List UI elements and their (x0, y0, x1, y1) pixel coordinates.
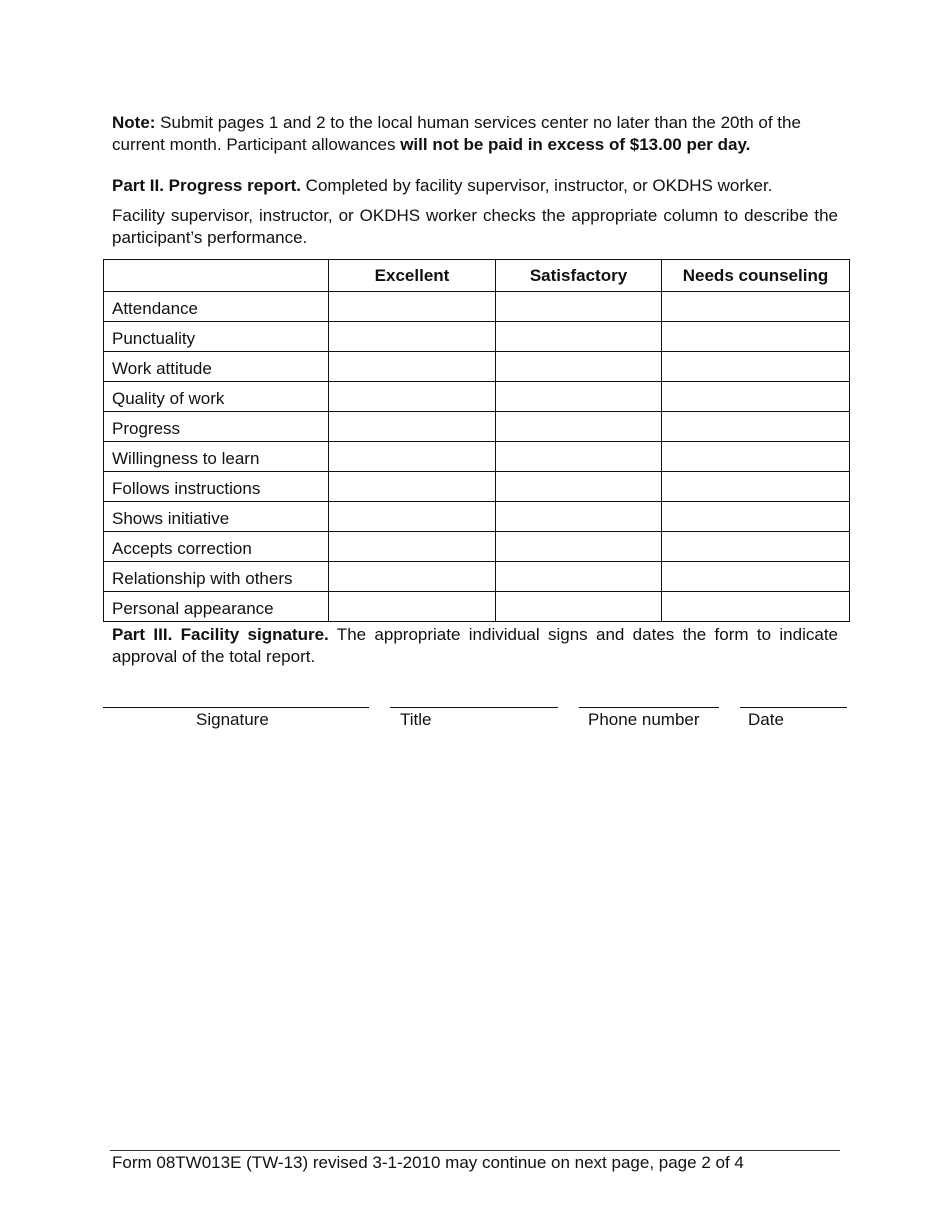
excellent-checkbox-cell[interactable] (329, 502, 496, 532)
needs-counseling-checkbox-cell[interactable] (662, 322, 850, 352)
title-label: Title (400, 710, 432, 729)
table-row (104, 292, 850, 322)
table-row (104, 442, 850, 472)
part3-paragraph (112, 624, 838, 668)
row-label: Attendance (104, 292, 329, 322)
row-label: Punctuality (104, 322, 329, 352)
excellent-checkbox-cell[interactable] (329, 472, 496, 502)
needs-counseling-checkbox-cell[interactable] (662, 352, 850, 382)
excellent-checkbox-cell[interactable] (329, 562, 496, 592)
row-label: Work attitude (104, 352, 329, 382)
needs-counseling-checkbox-cell[interactable] (662, 442, 850, 472)
date-label: Date (748, 710, 784, 729)
satisfactory-checkbox-cell[interactable] (496, 292, 662, 322)
row-label: Willingness to learn (104, 442, 329, 472)
excellent-checkbox-cell[interactable] (329, 352, 496, 382)
table-row (104, 352, 850, 382)
form-footer: Form 08TW013E (TW-13) revised 3-1-2010 may continue on next page, page 2 of 4 (112, 1153, 744, 1172)
note-bold-text: will not be paid in excess of $13.00 per day. (400, 135, 751, 154)
satisfactory-checkbox-cell[interactable] (496, 472, 662, 502)
footer-divider (110, 1150, 840, 1151)
part2-heading-paragraph (112, 175, 838, 197)
table-row (104, 382, 850, 412)
table-row (104, 412, 850, 442)
needs-counseling-checkbox-cell[interactable] (662, 562, 850, 592)
table-header-row (104, 260, 850, 292)
excellent-checkbox-cell[interactable] (329, 442, 496, 472)
table-row (104, 562, 850, 592)
needs-counseling-checkbox-cell[interactable] (662, 472, 850, 502)
excellent-checkbox-cell[interactable] (329, 292, 496, 322)
row-label: Personal appearance (104, 592, 329, 622)
column-header-excellent: Excellent (329, 260, 496, 292)
satisfactory-checkbox-cell[interactable] (496, 412, 662, 442)
signature-label: Signature (196, 710, 269, 729)
satisfactory-checkbox-cell[interactable] (496, 502, 662, 532)
row-label: Follows instructions (104, 472, 329, 502)
phone-number-label: Phone number (588, 710, 700, 729)
table-row (104, 322, 850, 352)
signature-line[interactable] (103, 707, 369, 708)
needs-counseling-checkbox-cell[interactable] (662, 382, 850, 412)
satisfactory-checkbox-cell[interactable] (496, 562, 662, 592)
date-line[interactable] (740, 707, 847, 708)
needs-counseling-checkbox-cell[interactable] (662, 532, 850, 562)
needs-counseling-checkbox-cell[interactable] (662, 502, 850, 532)
row-label: Accepts correction (104, 532, 329, 562)
part2-heading: Part II. Progress report. (112, 176, 301, 195)
satisfactory-checkbox-cell[interactable] (496, 382, 662, 412)
excellent-checkbox-cell[interactable] (329, 532, 496, 562)
progress-report-table (103, 259, 850, 622)
satisfactory-checkbox-cell[interactable] (496, 322, 662, 352)
excellent-checkbox-cell[interactable] (329, 382, 496, 412)
satisfactory-checkbox-cell[interactable] (496, 532, 662, 562)
part3-heading: Part III. Facility signature. (112, 625, 329, 644)
table-row (104, 532, 850, 562)
phone-number-line[interactable] (579, 707, 719, 708)
row-label: Relationship with others (104, 562, 329, 592)
table-row (104, 592, 850, 622)
note-label: Note: (112, 113, 156, 132)
table-row (104, 472, 850, 502)
part2-subtitle: Completed by facility supervisor, instructor, or OKDHS worker. (300, 176, 773, 195)
note-text: Submit pages 1 and 2 to the local human services center no later than the 20th of the current month. Participant allowances (112, 113, 801, 154)
needs-counseling-checkbox-cell[interactable] (662, 292, 850, 322)
part2-instructions: Facility supervisor, instructor, or OKDHS worker checks the appropriate column to describe the participant’s performance. (112, 206, 838, 247)
row-label: Shows initiative (104, 502, 329, 532)
part3-text: The appropriate individual signs and dates the form to indicate approval of the total report. (112, 625, 838, 666)
row-label: Quality of work (104, 382, 329, 412)
excellent-checkbox-cell[interactable] (329, 322, 496, 352)
note-paragraph (112, 112, 838, 156)
column-header-blank (104, 260, 329, 292)
satisfactory-checkbox-cell[interactable] (496, 592, 662, 622)
needs-counseling-checkbox-cell[interactable] (662, 412, 850, 442)
excellent-checkbox-cell[interactable] (329, 592, 496, 622)
title-line[interactable] (390, 707, 558, 708)
table-body (104, 292, 850, 622)
excellent-checkbox-cell[interactable] (329, 412, 496, 442)
satisfactory-checkbox-cell[interactable] (496, 442, 662, 472)
satisfactory-checkbox-cell[interactable] (496, 352, 662, 382)
needs-counseling-checkbox-cell[interactable] (662, 592, 850, 622)
column-header-needs-counseling: Needs counseling (662, 260, 850, 292)
column-header-satisfactory: Satisfactory (496, 260, 662, 292)
table-row (104, 502, 850, 532)
row-label: Progress (104, 412, 329, 442)
